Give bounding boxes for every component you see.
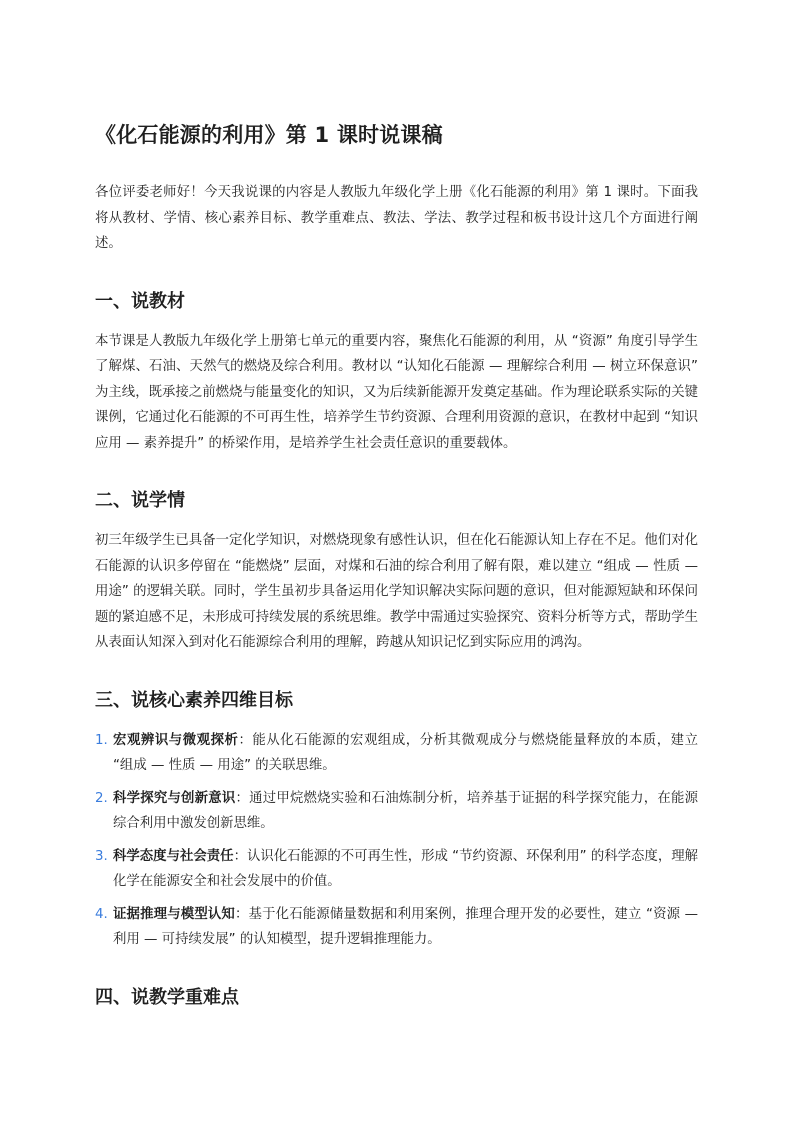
section-body-students: 初三年级学生已具备一定化学知识，对燃烧现象有感性认识，但在化石能源认知上存在不足。他们对化石能源的认识多停留在 “能燃烧” 层面，对煤和石油的综合利用了解有限，难以建立 “组成 — 性质 — 用途” 的逻辑关联。同时，学生虽初步具备运用化学知识解决实际问题的意识，但对能源短缺和环保问题的紧迫感不足，未形成可持续发展的系统思维。教学中需通过实验探究、资料分析等方式，帮助学生从表面认知深入到对化石能源综合利用的理解，跨越从知识记忆到实际应用的鸿沟。	[95, 533, 698, 650]
document-title: 《化石能源的利用》第 1 课时说课稿	[95, 123, 443, 147]
section-body-textbook: 本节课是人教版九年级化学上册第七单元的重要内容，聚焦化石能源的利用，从 “资源” 角度引导学生了解煤、石油、天然气的燃烧及综合利用。教材以 “认知化石能源 — 理解综合利用 — 树立环保意识” 为主线，既承接之前燃烧与能量变化的知识，又为后续新能源开发奠定基础。作为理论联系实际的关键课例，它通过化石能源的不可再生性，培养学生节约资源、合理利用资源的意识，在教材中起到 “知识应用 — 素养提升” 的桥梁作用，是培养学生社会责任意识的重要载体。	[95, 333, 698, 451]
list-number: 3.	[95, 848, 108, 864]
list-number: 1.	[95, 732, 108, 748]
section-heading-goals: 三、说核心素养四维目标	[95, 689, 293, 711]
list-number: 2.	[95, 790, 108, 806]
list-number: 4.	[95, 906, 108, 922]
list-item	[95, 844, 698, 895]
section-heading-students: 二、说学情	[95, 490, 185, 511]
goal-text: ：能从化石能源的宏观组成，分析其微观成分与燃烧能量释放的本质，建立 “组成 — 性质 — 用途” 的关联思维。	[113, 732, 699, 773]
section-heading-textbook: 一、说教材	[95, 290, 185, 312]
goal-term: 宏观辨识与微观探析	[113, 732, 239, 748]
list-item	[95, 902, 698, 953]
goal-term: 科学探究与创新意识	[113, 790, 236, 806]
goals-list	[95, 728, 698, 953]
list-item	[95, 786, 698, 837]
list-item	[95, 728, 698, 779]
intro-paragraph: 各位评委老师好！今天我说课的内容是人教版九年级化学上册《化石能源的利用》第 1 课时。下面我将从教材、学情、核心素养目标、教学重难点、教法、学法、教学过程和板书设计这几个方面进行阐述。	[95, 185, 698, 251]
section-heading-key-points: 四、说教学重难点	[95, 986, 239, 1008]
goal-term: 证据推理与模型认知	[113, 906, 235, 922]
goal-text: ：通过甲烷燃烧实验和石油炼制分析，培养基于证据的科学探究能力，在能源综合利用中激发创新思维。	[113, 790, 699, 831]
goal-text: ：基于化石能源储量数据和利用案例，推理合理开发的必要性，建立 “资源 — 利用 — 可持续发展” 的认知模型，提升逻辑推理能力。	[113, 906, 699, 947]
goal-term: 科学态度与社会责任	[113, 848, 234, 864]
goal-text: ：认识化石能源的不可再生性，形成 “节约资源、环保利用” 的科学态度，理解化学在能源安全和社会发展中的价值。	[113, 848, 698, 889]
